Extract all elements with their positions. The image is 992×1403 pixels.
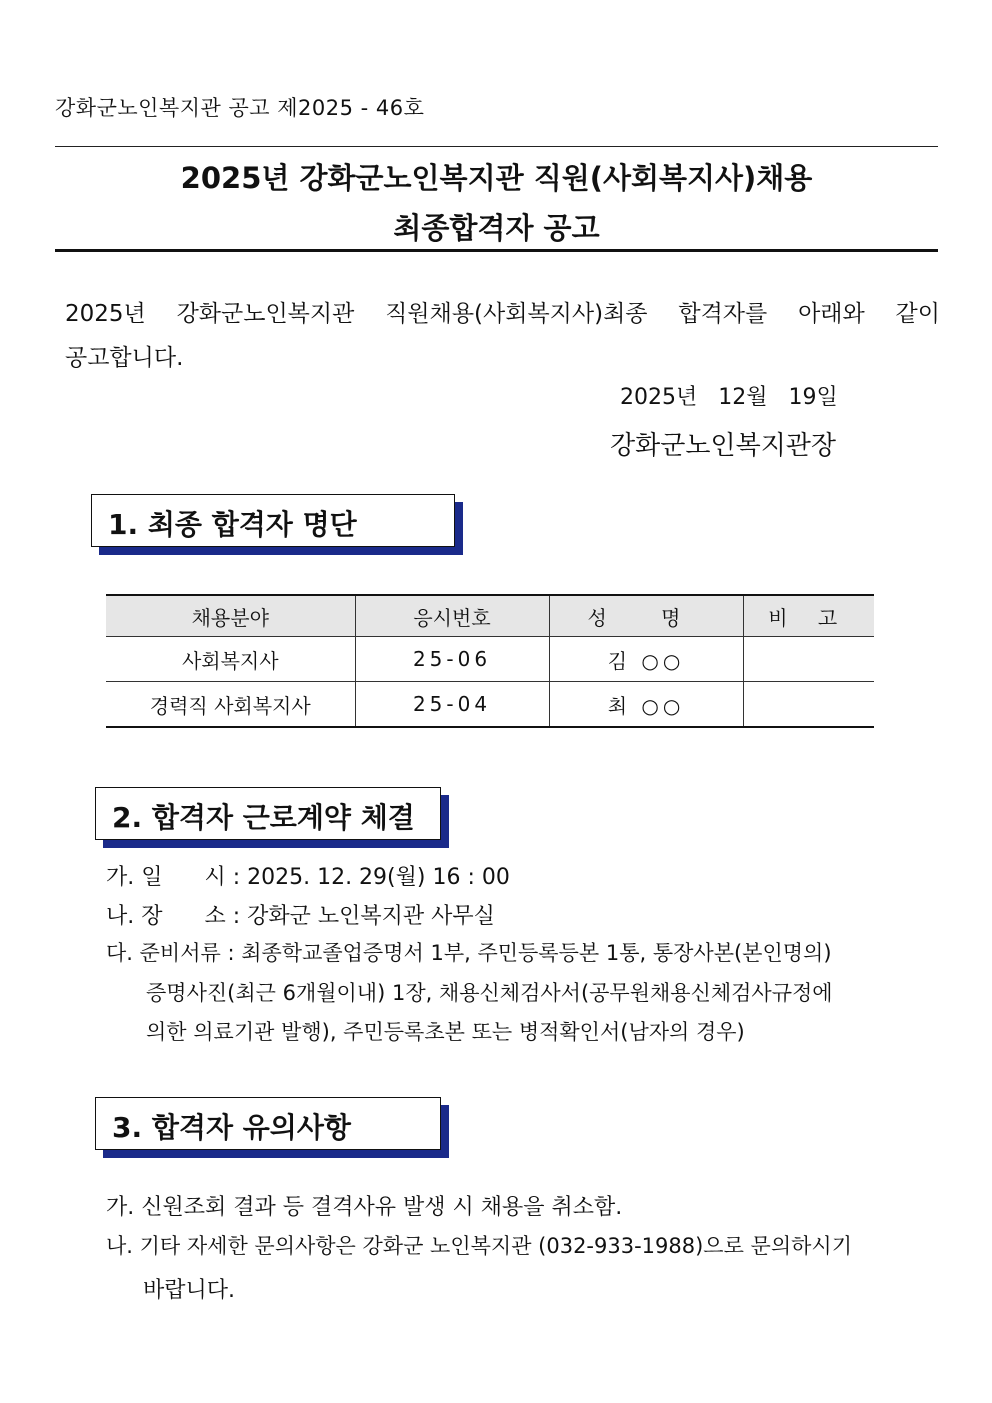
section1-heading: 1. 최종 합격자 명단: [108, 508, 357, 541]
header-remarks: 비 고: [743, 595, 874, 637]
header-field: 채용분야: [106, 595, 355, 637]
header-applicant-number: 응시번호: [355, 595, 549, 637]
contract-item-documents-cont1: 증명사진(최근 6개월이내) 1장, 채용신체검사서(공무원채용신체검사규정에: [146, 981, 833, 1005]
contract-item-place: 나. 장 소 : 강화군 노인복지관 사무실: [106, 904, 495, 929]
section3-heading: 3. 합격자 유의사항: [112, 1111, 351, 1144]
section3-heading-box: [95, 1097, 441, 1150]
cell-field: 사회복지사: [106, 637, 355, 682]
intro-line2: 공고합니다.: [65, 345, 184, 371]
caution-item-1: 가. 신원조회 결과 등 결격사유 발생 시 채용을 취소함.: [106, 1195, 623, 1220]
section1-heading-box: [91, 494, 455, 547]
table-header-row: [106, 595, 874, 637]
table-row: [106, 637, 874, 682]
cell-remarks: [743, 682, 874, 728]
intro-line1: 2025년 강화군노인복지관 직원채용(사회복지사)최종 합격자를 아래와 같이: [65, 301, 940, 327]
contract-item-documents-cont2: 의한 의료기관 발행), 주민등록초본 또는 병적확인서(남자의 경우): [146, 1020, 745, 1044]
contract-item-datetime: 가. 일 시 : 2025. 12. 29(월) 16 : 00: [106, 865, 510, 890]
document-title-line2: 최종합격자 공고: [393, 211, 600, 245]
header-name: 성 명: [549, 595, 743, 637]
table-row: [106, 682, 874, 728]
top-divider: [55, 146, 938, 147]
caution-item-2: 나. 기타 자세한 문의사항은 강화군 노인복지관 (032-933-1988)으로 문의하시기: [106, 1234, 852, 1258]
title-divider: [55, 249, 938, 252]
section2-heading-box: [95, 787, 441, 840]
notice-number: 강화군노인복지관 공고 제2025 - 46호: [55, 96, 425, 120]
issuer: 강화군노인복지관장: [610, 431, 837, 461]
cell-field: 경력직 사회복지사: [106, 682, 355, 728]
cell-remarks: [743, 637, 874, 682]
caution-item-2-cont: 바랍니다.: [143, 1278, 236, 1303]
cell-name: 최 ○○: [549, 682, 743, 728]
notice-date: 2025년 12월 19일: [620, 385, 838, 410]
section2-heading: 2. 합격자 근로계약 체결: [112, 801, 415, 834]
finalist-table: [106, 594, 874, 728]
document-title-line1: 2025년 강화군노인복지관 직원(사회복지사)채용: [180, 161, 813, 195]
cell-applicant-number: 25-06: [355, 637, 549, 682]
cell-applicant-number: 25-04: [355, 682, 549, 728]
contract-item-documents: 다. 준비서류 : 최종학교졸업증명서 1부, 주민등록등본 1통, 통장사본(본인명의): [106, 941, 832, 965]
cell-name: 김 ○○: [549, 637, 743, 682]
